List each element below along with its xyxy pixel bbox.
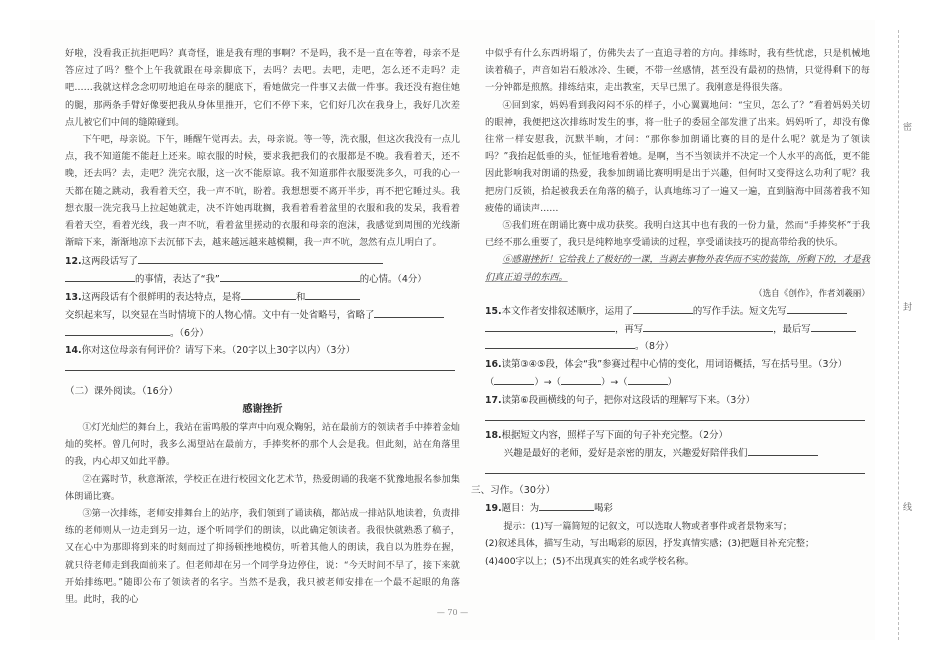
question-number: 19. (485, 502, 502, 514)
question-number: 13. (65, 292, 82, 304)
question-13: 13.这两段话有个很鲜明的表达特点，是将 和 交织起来写，以突显在当时情境下的人物心情。文中有一处省略号，省略了 。（6分） (65, 289, 460, 342)
left-column (65, 45, 460, 608)
exam-page (30, 20, 875, 640)
answer-blank[interactable] (811, 321, 856, 332)
question-number: 18. (485, 430, 502, 442)
section-heading: 三、习作。（30分） (471, 484, 556, 496)
answer-blank[interactable] (65, 325, 170, 336)
answer-line[interactable] (485, 463, 865, 474)
answer-blank[interactable] (138, 253, 383, 264)
question-number: 17. (485, 394, 502, 406)
question-number: 15. (485, 305, 502, 317)
answer-blank[interactable] (561, 374, 601, 385)
answer-line[interactable] (485, 410, 865, 421)
story-paragraph: ④回到家，妈妈看到我闷闷不乐的样子，小心翼翼地问：“宝贝，怎么了？”看着妈妈关切的眼神，我便把这次排练时发生的事，将一肚子的委屈全部发泄了出来。妈妈听了，却没有像往常一样安慰我，沉默半晌，才问：“那你参加朗诵比赛的目的是什么呢？就是为了领读吗？”我抬起低垂的头，怔怔地看着她。是啊，当不当领读并不决定一个人水平的高低，更不能因此影响我对朗诵的热爱，我参加朗诵比赛明明是出于兴趣，但何时又变得这么功利了呢？我把房门反锁，拾起被我丢在角落的稿子，认真地练习了一遍又一遍，直到脑海中回荡着我不知疲倦的诵读声…… (485, 99, 870, 214)
answer-blank[interactable] (787, 303, 847, 314)
underlined-sentence: ⑥感谢挫折！它给我上了极好的一课，当剥去事物外表华而不实的装饰，所剩下的，才是我们真正追寻的东西。 (485, 254, 870, 283)
story-paragraph: ②在露时节，秋意渐浓，学校正在进行校园文化艺术节，热爱朗诵的我毫不犹豫地报名参加集体朗诵比赛。 (65, 473, 460, 502)
answer-blank[interactable] (374, 307, 444, 318)
seal-label: 线 (903, 503, 913, 513)
passage-paragraph: 好啦，没看我正抗拒吧吗？真奇怪，谁是我有理的事啊？不是吗，我不是一直在等着，母亲不是答应过了吗？整个上午我就跟在母亲脚底下，去吗？去吧。去吧，走吧，怎么还不走吗？走吧……我就这样念念叨叨地追在母亲的腿底下，看她做完一件事又去做一件事。我还没有抱住她的腿，那两条手臂好像要把我从身体里推开，它们不停下来，它们好几次在我身上，我好几次差点儿被它们中间的缝隙碰到。 (65, 48, 460, 128)
question-number: 14. (65, 345, 82, 357)
question-number: 12. (65, 256, 82, 268)
section-heading: （二）课外阅读。（16分） (65, 386, 178, 398)
answer-blank[interactable] (643, 321, 773, 332)
writing-prompt: (2)叙述具体，描写生动，写出喝彩的原因，抒发真情实感；(3)把题目补充完整； (485, 538, 815, 550)
story-paragraph: ①灯光灿烂的舞台上，我站在雷鸣般的掌声中向观众鞠躬，站在最前方的领读者手中捧着金灿灿的奖杯。曾几何时，我多么渴望站在最前方，手捧奖杯的那个人会是我。但此刻，站在角落里的我，内心却又如此平静。 (65, 422, 460, 468)
source-note: （选自《创作》，作者刘羲丽） (753, 288, 870, 299)
question-19: 19.题目：为 喝彩 (485, 500, 870, 518)
answer-blank[interactable] (539, 500, 594, 511)
question-16: 16.读第③④⑤段，体会“我”参赛过程中心情的变化，用词语概括，写在括号里。（3分） （ ）→（ ）→（ ） (485, 359, 848, 389)
answer-blank[interactable] (305, 289, 360, 300)
answer-blank[interactable] (628, 374, 668, 385)
seal-line (898, 30, 899, 640)
page-number: — 70 — (436, 608, 469, 617)
writing-prompt: (4)400字以上；(5)不出现真实的姓名或学校名称。 (485, 555, 694, 567)
answer-blank[interactable] (220, 271, 360, 282)
passage-paragraph: 下午吧，母亲说。下午，睡醒午觉再去。去，母亲说。等一等，洗衣服，但这次我没有一点儿点，我不知道能不能赶上还来。晾衣服的时候，要求我把我们的衣服都是不晚。我看着天，还不晚，还去吗？去，走吧？洗完衣服，这一次不能原谅。我不知道那件衣服要洗多久，可我的心一天都在随之跳动，我看着天空，我一声不吭，盼着。我想想要不离开半步，再不把它睡过头。我想衣服一洗完我马上拉起她就走，决不许她再耽搁，我看着看着盆里的衣服和我的发呆，我看着看着天空，看着光线，我一声不吭，看着盆里搓动的衣服和母亲的泡沫，我感觉到周围的光线渐渐暗下来，渐渐地凉下去沉郁下去，越来越远越来越模糊，我一声不吭，忽然有点儿明白了。 (65, 134, 460, 249)
seal-label: 封 (903, 303, 913, 313)
question-18: 18.根据短文内容，照样子写下面的句子补充完整。（2分） 兴趣是最好的老师，爱好是亲密的朋友，兴趣爱好陪伴我们 (485, 427, 870, 480)
answer-blank[interactable] (494, 374, 534, 385)
story-title: 感谢挫折 (242, 404, 283, 416)
writing-prompt: 提示：(1)写一篇简短的记叙文，可以选取人物或者事件或者景物来写； (503, 520, 793, 532)
answer-blank[interactable] (241, 289, 296, 300)
answer-line[interactable] (65, 360, 455, 371)
question-number: 16. (485, 359, 502, 371)
answer-blank[interactable] (748, 445, 818, 456)
question-14: 14.你对这位母亲有何评价？请写下来。（20字以上30字以内）（3分） (65, 342, 460, 378)
right-column (471, 45, 870, 570)
answer-blank[interactable] (633, 303, 693, 314)
answer-blank[interactable] (65, 271, 135, 282)
story-paragraph: ③第一次排练，老师安排舞台上的站序，我们领到了诵读稿，都站成一排站队地读着，负责排练的老师则从一边走到另一边，逐个听同学们的朗读，以此确定领读者。我很快就熟悉了稿子，又在心中为那即将到来的时刻而过了抑扬顿挫地模仿，听着其他人的朗读，我自以为胜券在握，就只待老师走到我面前来了。但老师却在另一个同学身边停住，说：“今天时间不早了，接下来就开始排练吧。”随即公布了领读者的名字。当然不是我，我只被老师安排在一个最不起眼的角落里。此时，我的心 (65, 508, 460, 606)
answer-blank[interactable] (485, 321, 615, 332)
question-12: 12.这两段话写了 的事情，表达了“我” 的心情。（4分） (65, 253, 460, 289)
seal-label: 密 (903, 123, 913, 133)
story-paragraph: ⑤我们班在朗诵比赛中成功获奖。我明白这其中也有我的一份力量，然而“手捧奖杯”于我已经不那么重要了，我只是纯粹地享受诵读的过程，享受诵读技巧的提高带给我的快乐。 (485, 220, 870, 249)
question-17: 17.读第⑥段画横线的句子，把你对这段话的理解写下来。（3分） (485, 392, 870, 428)
story-paragraph: 中似乎有什么东西坍塌了，仿佛失去了一直追寻着的方向。排练时，我有些忧虑，只是机械地读着稿子，声音如岩石般冰冷、生硬，不带一丝感情，甚至没有最初的热情，只觉得剩下的每一分钟都是煎熬。排练结束，走出教室，天早已黑了。我刚意是得很失落。 (485, 48, 870, 94)
question-15: 15.本文作者安排叙述顺序，运用了 的写作手法。短文先写 ，再写 ，最后写 。（8分） (485, 303, 870, 356)
answer-blank[interactable] (485, 338, 635, 349)
